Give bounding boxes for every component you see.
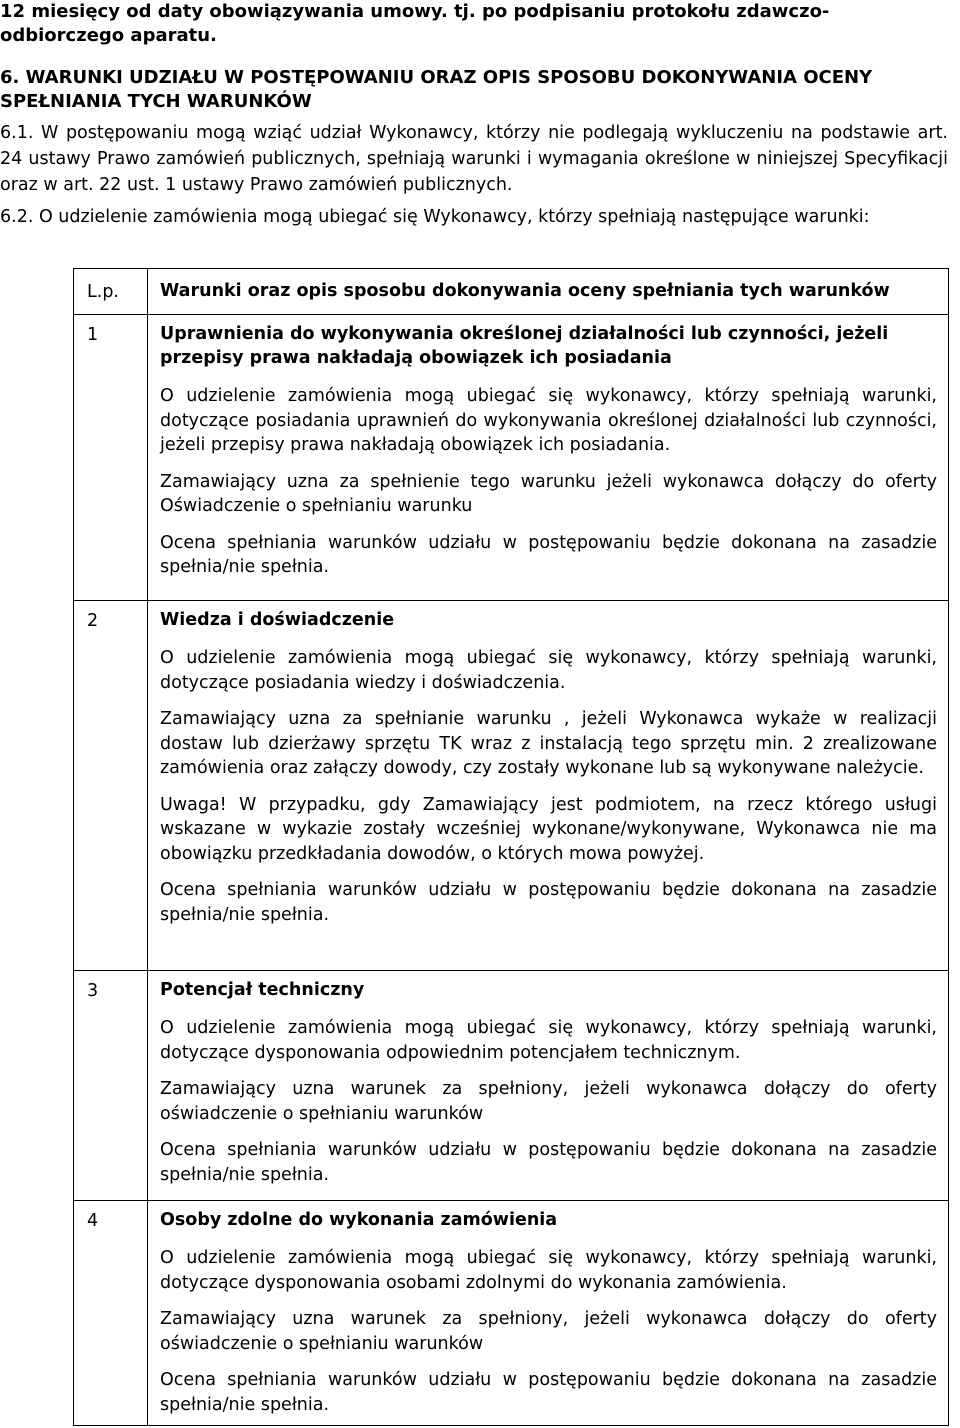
row-paragraph: O udzielenie zamówienia mogą ubiegać się wykonawcy, którzy spełniają warunki, dotyczące dysponowania odpowiednim potencjałem technicznym. — [160, 1018, 937, 1063]
table-row — [74, 1201, 949, 1426]
row-content — [148, 315, 949, 601]
row-heading: Wiedza i doświadczenie — [160, 610, 395, 630]
row-heading: Potencjał techniczny — [160, 980, 365, 1000]
contract-period-text: 12 miesięcy od daty obowiązywania umowy. tj. po podpisaniu protokołu zdawczo-odbiorczego aparatu. — [0, 1, 830, 46]
row-number: 1 — [74, 315, 148, 601]
conditions-table — [73, 268, 949, 1426]
row-heading: Osoby zdolne do wykonania zamówienia — [160, 1210, 558, 1230]
header-lp: L.p. — [74, 269, 148, 315]
row-paragraph: Uwaga! W przypadku, gdy Zamawiający jest podmiotem, na rzecz którego usługi wskazane w wykazie zostały wcześniej wykonane/wykonywane, Wykonawca nie ma obowiązku przedkładania dowodów, o których mowa powyżej. — [160, 794, 937, 864]
row-heading: Uprawnienia do wykonywania określonej działalności lub czynności, jeżeli przepisy prawa nakładają obowiązek ich posiadania — [160, 324, 889, 368]
row-paragraph: Zamawiający uzna warunek za spełniony, jeżeli wykonawca dołączy do oferty oświadczenie o spełnianiu warunków — [160, 1309, 937, 1354]
row-paragraph: O udzielenie zamówienia mogą ubiegać się wykonawcy, którzy spełniają warunki, dotyczące posiadania wiedzy i doświadczenia. — [160, 648, 937, 693]
table-row — [74, 315, 949, 601]
row-paragraph: Zamawiający uzna warunek za spełniony, jeżeli wykonawca dołączy do oferty oświadczenie o spełnianiu warunków — [160, 1079, 937, 1124]
paragraph-6-2: 6.2. O udzielenie zamówienia mogą ubiegać się Wykonawcy, którzy spełniają następujące warunki: — [0, 207, 870, 227]
row-number: 4 — [74, 1201, 148, 1426]
row-paragraph: Ocena spełniania warunków udziału w postępowaniu będzie dokonana na zasadzie spełnia/nie spełnia. — [160, 532, 937, 577]
section-heading: 6. WARUNKI UDZIAŁU W POSTĘPOWANIU ORAZ OPIS SPOSOBU DOKONYWANIA OCENY SPEŁNIANIA TYCH WARUNKÓW — [0, 67, 873, 112]
row-content — [148, 601, 949, 971]
row-content — [148, 1201, 949, 1426]
table-row — [74, 601, 949, 971]
row-paragraph: Zamawiający uzna za spełnienie tego warunku jeżeli wykonawca dołączy do oferty Oświadczenie o spełnianiu warunku — [160, 471, 937, 516]
intro-section — [0, 0, 948, 230]
row-paragraph: Ocena spełniania warunków udziału w postępowaniu będzie dokonana na zasadzie spełnia/nie spełnia. — [160, 1140, 937, 1185]
row-content — [148, 971, 949, 1201]
row-paragraph: Ocena spełniania warunków udziału w postępowaniu będzie dokonana na zasadzie spełnia/nie spełnia. — [160, 1370, 937, 1415]
table-row — [74, 971, 949, 1201]
row-paragraph: Ocena spełniania warunków udziału w postępowaniu będzie dokonana na zasadzie spełnia/nie spełnia. — [160, 880, 937, 925]
table-header-row — [74, 269, 949, 315]
header-title — [148, 269, 949, 315]
header-title-text: Warunki oraz opis sposobu dokonywania oceny spełniania tych warunków — [160, 281, 890, 301]
row-paragraph: Zamawiający uzna za spełnianie warunku , jeżeli Wykonawca wykaże w realizacji dostaw lub dzierżawy sprzętu TK wraz z instalacją tego sprzętu min. 2 zrealizowane zamówienia oraz załączy dowody, czy zostały wykonane lub są wykonywane należycie. — [160, 709, 937, 778]
row-paragraph: O udzielenie zamówienia mogą ubiegać się wykonawcy, którzy spełniają warunki, dotyczące posiadania uprawnień do wykonywania określonej działalności lub czynności, jeżeli przepisy prawa nakładają obowiązek ich posiadania. — [160, 386, 937, 455]
row-paragraph: O udzielenie zamówienia mogą ubiegać się wykonawcy, którzy spełniają warunki, dotyczące dysponowania osobami zdolnymi do wykonania zamówienia. — [160, 1248, 937, 1293]
paragraph-6-1: 6.1. W postępowaniu mogą wziąć udział Wykonawcy, którzy nie podlegają wykluczeniu na podstawie art. 24 ustawy Prawo zamówień publicznych, spełniają warunki i wymagania określone w niniejszej Specyfikacji oraz w art. 22 ust. 1 ustawy Prawo zamówień publicznych. — [0, 123, 948, 195]
row-number: 3 — [74, 971, 148, 1201]
row-number: 2 — [74, 601, 148, 971]
